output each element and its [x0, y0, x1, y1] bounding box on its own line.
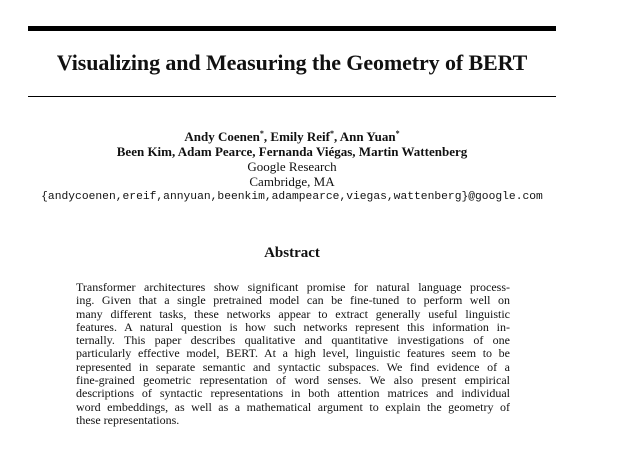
title-top-rule: [28, 26, 556, 31]
title-bottom-rule: [28, 96, 556, 97]
author-separator: ,: [263, 129, 271, 144]
abstract-line: represented in separate semantic and syntactic subspaces. We find evidence of a: [76, 359, 510, 374]
abstract-line: features. A natural question is how such networks represent this information in-: [76, 319, 510, 334]
abstract-body: [76, 281, 510, 427]
abstract-line: fine-grained geometric representation of word senses. We also present empirical: [76, 373, 510, 388]
equal-contribution-mark: *: [330, 129, 334, 138]
author-name: Andy Coenen: [184, 129, 260, 144]
author-line-1: [0, 129, 584, 144]
author-block: [0, 129, 584, 205]
author-name: Emily Reif: [270, 129, 330, 144]
author-line-2: Been Kim, Adam Pearce, Fernanda Viégas, Martin Wattenberg: [116, 144, 468, 159]
paper-title: Visualizing and Measuring the Geometry of BERT: [56, 50, 528, 75]
equal-contribution-mark: *: [259, 129, 264, 138]
abstract-line: word embeddings, as well as a mathematical argument to explain the geometry of: [76, 399, 510, 414]
abstract-line: ing. Given that a single pretrained model can be fine-tuned to perform well on: [76, 293, 510, 308]
location: Cambridge, MA: [249, 174, 335, 189]
author-emails: {andycoenen,ereif,annyuan,beenkim,adampearce,viegas,wattenberg}@google.com: [41, 191, 543, 203]
abstract-line: Transformer architectures show significant promise for natural language process-: [76, 280, 510, 294]
equal-contribution-mark: *: [395, 129, 400, 138]
affiliation: Google Research: [247, 159, 337, 174]
abstract-line: descriptions of syntactic representations in both attention matrices and individual: [76, 386, 510, 401]
author-name: Ann Yuan: [339, 129, 396, 144]
abstract-line: ternally. This paper describes qualitative and quantitative investigations of one: [76, 333, 510, 348]
abstract-heading: Abstract: [264, 245, 320, 261]
author-separator: ,: [334, 129, 340, 144]
abstract-line: particularly effective model, BERT. At a high level, linguistic features seem to be: [76, 346, 510, 361]
abstract-line: these representations.: [76, 412, 180, 427]
abstract-line: many different tasks, these networks appear to extract generally useful linguistic: [76, 306, 510, 321]
